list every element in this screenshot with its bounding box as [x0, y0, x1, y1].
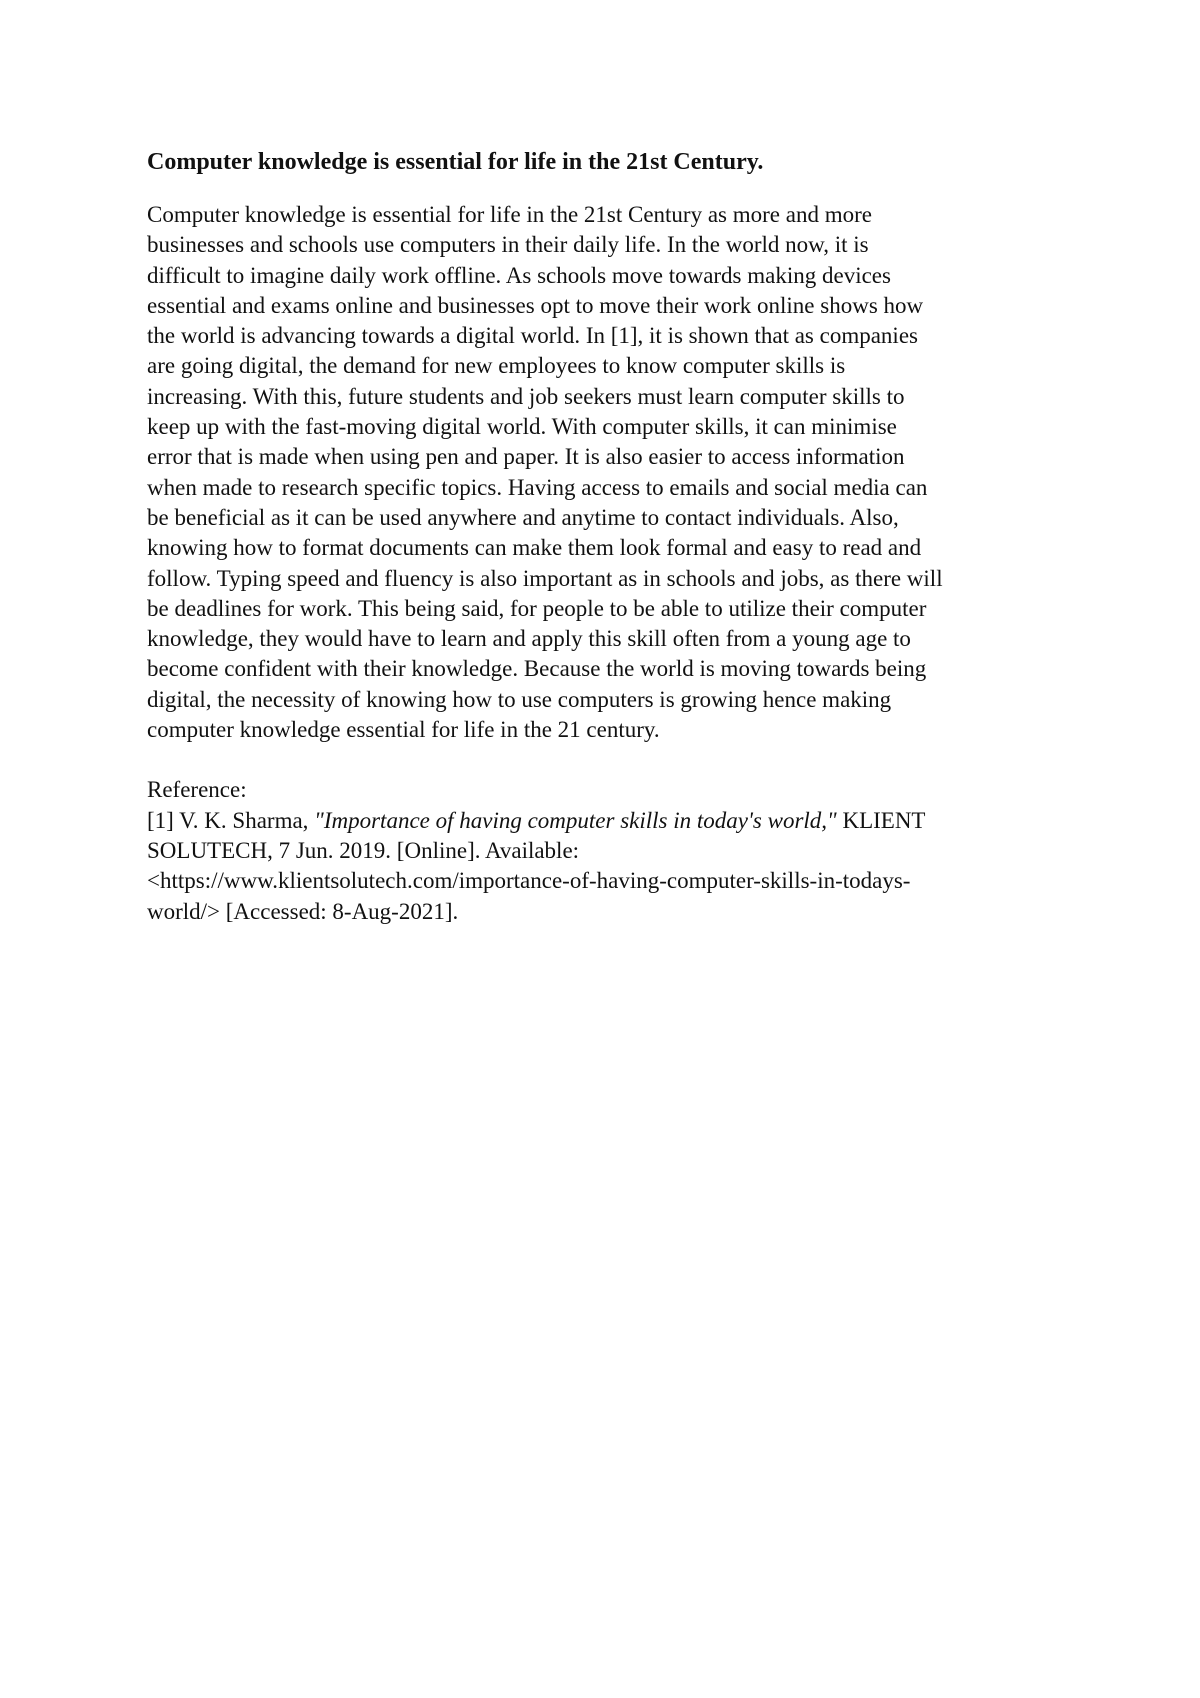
body-paragraph [147, 200, 1067, 745]
body-line: keep up with the fast-moving digital world. With computer skills, it can minimise [147, 414, 897, 440]
body-line: when made to research specific topics. Having access to emails and social media can [147, 474, 928, 500]
body-line: increasing. With this, future students and job seekers must learn computer skills to [147, 383, 905, 409]
reference-heading: Reference: [147, 777, 247, 803]
body-line: computer knowledge essential for life in the 21 century. [147, 717, 660, 743]
reference-article-title: "Importance of having computer skills in today's world," [314, 807, 837, 833]
body-line: follow. Typing speed and fluency is also important as in schools and jobs, as there will [147, 565, 943, 591]
body-line: be deadlines for work. This being said, for people to be able to utilize their computer [147, 595, 927, 621]
body-line: digital, the necessity of knowing how to use computers is growing hence making [147, 686, 892, 712]
document-content [147, 146, 1067, 927]
reference-section [147, 775, 1067, 926]
reference-line: world/> [Accessed: 8-Aug-2021]. [147, 898, 459, 924]
body-line: are going digital, the demand for new employees to know computer skills is [147, 353, 846, 379]
document-title: Computer knowledge is essential for life in the 21st Century. [147, 149, 764, 175]
body-line: difficult to imagine daily work offline. As schools move towards making devices [147, 262, 891, 288]
reference-author: [1] V. K. Sharma, [147, 807, 315, 833]
body-line: Computer knowledge is essential for life in the 21st Century as more and more [147, 202, 872, 227]
body-line: the world is advancing towards a digital world. In [1], it is shown that as companies [147, 323, 918, 349]
body-line: knowing how to format documents can make them look formal and easy to read and [147, 535, 922, 561]
reference-line [147, 806, 1067, 836]
body-line: error that is made when using pen and paper. It is also easier to access information [147, 444, 905, 470]
body-line: knowledge, they would have to learn and apply this skill often from a young age to [147, 626, 911, 652]
reference-url: <https://www.klientsolutech.com/importance-of-having-computer-skills-in-todays- [147, 868, 911, 894]
body-line: become confident with their knowledge. Because the world is moving towards being [147, 656, 927, 682]
body-line: be beneficial as it can be used anywhere and anytime to contact individuals. Also, [147, 504, 899, 530]
reference-line: SOLUTECH, 7 Jun. 2019. [Online]. Available: [147, 837, 580, 863]
body-line: businesses and schools use computers in their daily life. In the world now, it is [147, 232, 869, 258]
body-line: essential and exams online and businesses opt to move their work online shows how [147, 292, 924, 318]
reference-publisher: KLIENT [836, 807, 926, 833]
